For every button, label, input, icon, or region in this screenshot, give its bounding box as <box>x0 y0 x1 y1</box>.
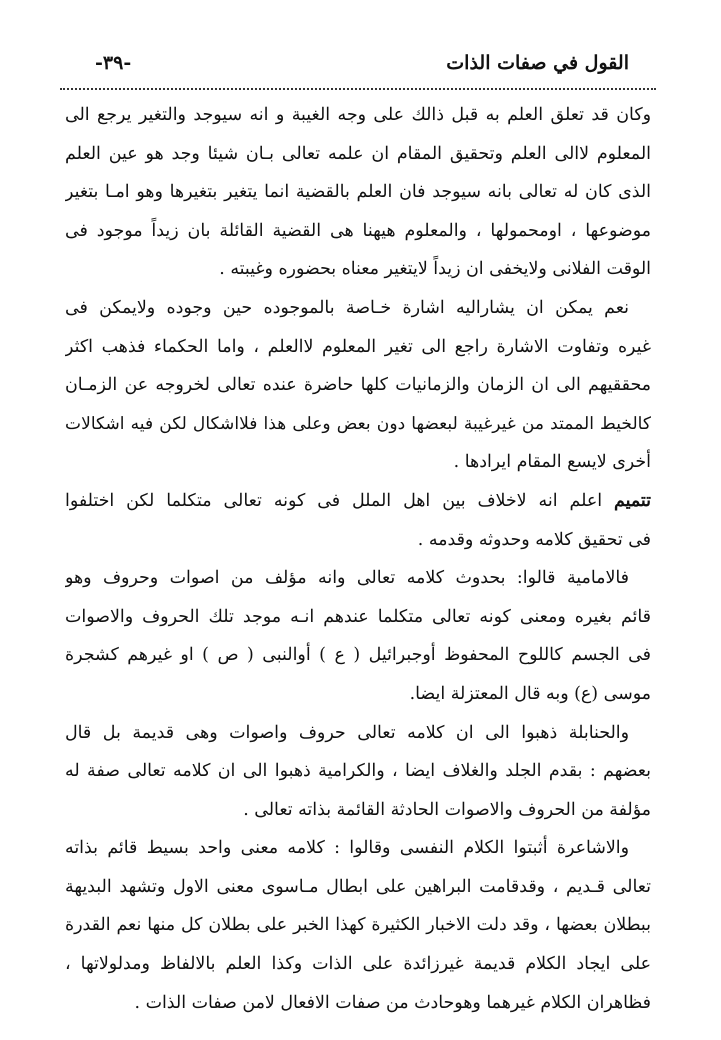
text-line <box>65 173 651 212</box>
line-text: وكان قد تعلق العلم به قبل ذالك على وجه الغيبة و انه سيوجد والتغير يرجع الى <box>65 105 651 125</box>
section-lead-word: تتميم <box>614 490 651 511</box>
line-text: المعلوم لاالى العلم وتحقيق المقام ان علمه تعالى بـان شيئا وجد هو عين العلم <box>65 143 651 164</box>
body-text <box>65 96 651 1022</box>
line-text: بعضهم : بقدم الجلد والغلاف ايضا ، والكرامية ذهبوا الى ان كلامه تعالى صفة له <box>65 761 651 782</box>
header-divider <box>60 88 656 90</box>
text-line <box>65 714 651 753</box>
line-text: الذى كان له تعالى بانه سيوجد فان العلم بالقضية انما يتغير بتغيرها وهو امـا بتغير <box>65 182 651 203</box>
line-text: كالخيط الممتد من غيرغيبة لبعضها دون بعض وعلى هذا فلااشكال لكن فيه اشكالات <box>65 413 651 434</box>
line-text: موسى (ع) وبه قال المعتزلة ايضا. <box>409 683 651 704</box>
line-text: فى الجسم كاللوح المحفوظ أوجبرائيل ( ع ) أوالنبى ( ص ) او غيرهم كشجرة <box>65 645 651 666</box>
page-header <box>95 52 629 86</box>
text-line <box>65 405 651 444</box>
text-line <box>65 521 651 560</box>
text-line <box>65 366 651 405</box>
text-line <box>65 135 651 174</box>
page-number: -٣٩- <box>95 52 132 74</box>
running-title: القول في صفات الذات <box>446 52 629 74</box>
line-text: غيره وتفاوت الاشارة راجع الى تغير المعلوم لاالعلم ، واما الحكماء فذهب اكثر <box>65 336 651 357</box>
line-text: على ايجاد الكلام قديمة غيرزائدة على الذات وكذا العلم بالالفاظ ومدلولاتها ، <box>65 954 651 975</box>
text-line <box>65 482 651 521</box>
text-line <box>65 96 651 135</box>
line-text: أخرى لايسع المقام ايرادها . <box>453 452 651 473</box>
text-line <box>65 212 651 251</box>
line-text: فالامامية قالوا: بحدوث كلامه تعالى وانه مؤلف من اصوات وحروف وهو <box>65 568 629 589</box>
line-text: موضوعها ، اومحمولها ، والمعلوم هيهنا هى القضية القائلة بان زيداً موجود فى <box>65 220 651 241</box>
text-line <box>65 906 651 945</box>
text-line <box>65 752 651 791</box>
text-line <box>65 559 651 598</box>
text-line <box>65 868 651 907</box>
line-text: قائم بغيره ومعنى كونه تعالى متكلما عندهم انـه موجد تلك الحروف والاصوات <box>65 606 651 627</box>
text-line <box>65 636 651 675</box>
text-line <box>65 598 651 637</box>
line-text: تعالى قـديم ، وقدقامت البراهين على ابطال مـاسوى معنى الاول وتشهد البديهة <box>65 876 651 897</box>
line-text: نعم يمكن ان يشاراليه اشارة خـاصة بالموجوده حين وجوده ولايمكن فى <box>65 297 629 318</box>
line-text: اعلم انه لاخلاف بين اهل الملل فى كونه تعالى متكلما لكن اختلفوا <box>65 490 615 511</box>
line-text: مؤلفة من الحروف والاصوات الحادثة القائمة بذاته تعالى . <box>243 799 651 820</box>
line-text: الوقت الفلانى ولايخفى ان زيداً لايتغير معناه بحضوره وغيبته . <box>219 259 651 280</box>
text-line <box>65 675 651 714</box>
line-text: والحنابلة ذهبوا الى ان كلامه تعالى حروف واصوات وهى قديمة بل قال <box>65 722 629 743</box>
text-line <box>65 443 651 482</box>
line-text: فظاهران الكلام غيرهما وهوحادث من صفات الافعال لامن صفات الذات . <box>134 992 651 1013</box>
text-line <box>65 945 651 984</box>
text-line <box>65 328 651 367</box>
line-text: والاشاعرة أثبتوا الكلام النفسى وقالوا : كلامه معنى واحد بسيط قائم بذاته <box>65 838 629 859</box>
text-line <box>65 984 651 1023</box>
text-line <box>65 829 651 868</box>
line-text: محققيهم الى ان الزمان والزمانيات كلها حاضرة عنده تعالى لخروجه عن الزمـان <box>65 375 651 396</box>
line-text: فى تحقيق كلامه وحدوثه وقدمه . <box>417 529 651 550</box>
text-line <box>65 250 651 289</box>
text-line <box>65 289 651 328</box>
line-text: ببطلان بعضها ، وقد دلت الاخبار الكثيرة كهذا الخبر على بطلان كل منها نعم القدرة <box>65 915 651 936</box>
text-line <box>65 791 651 830</box>
